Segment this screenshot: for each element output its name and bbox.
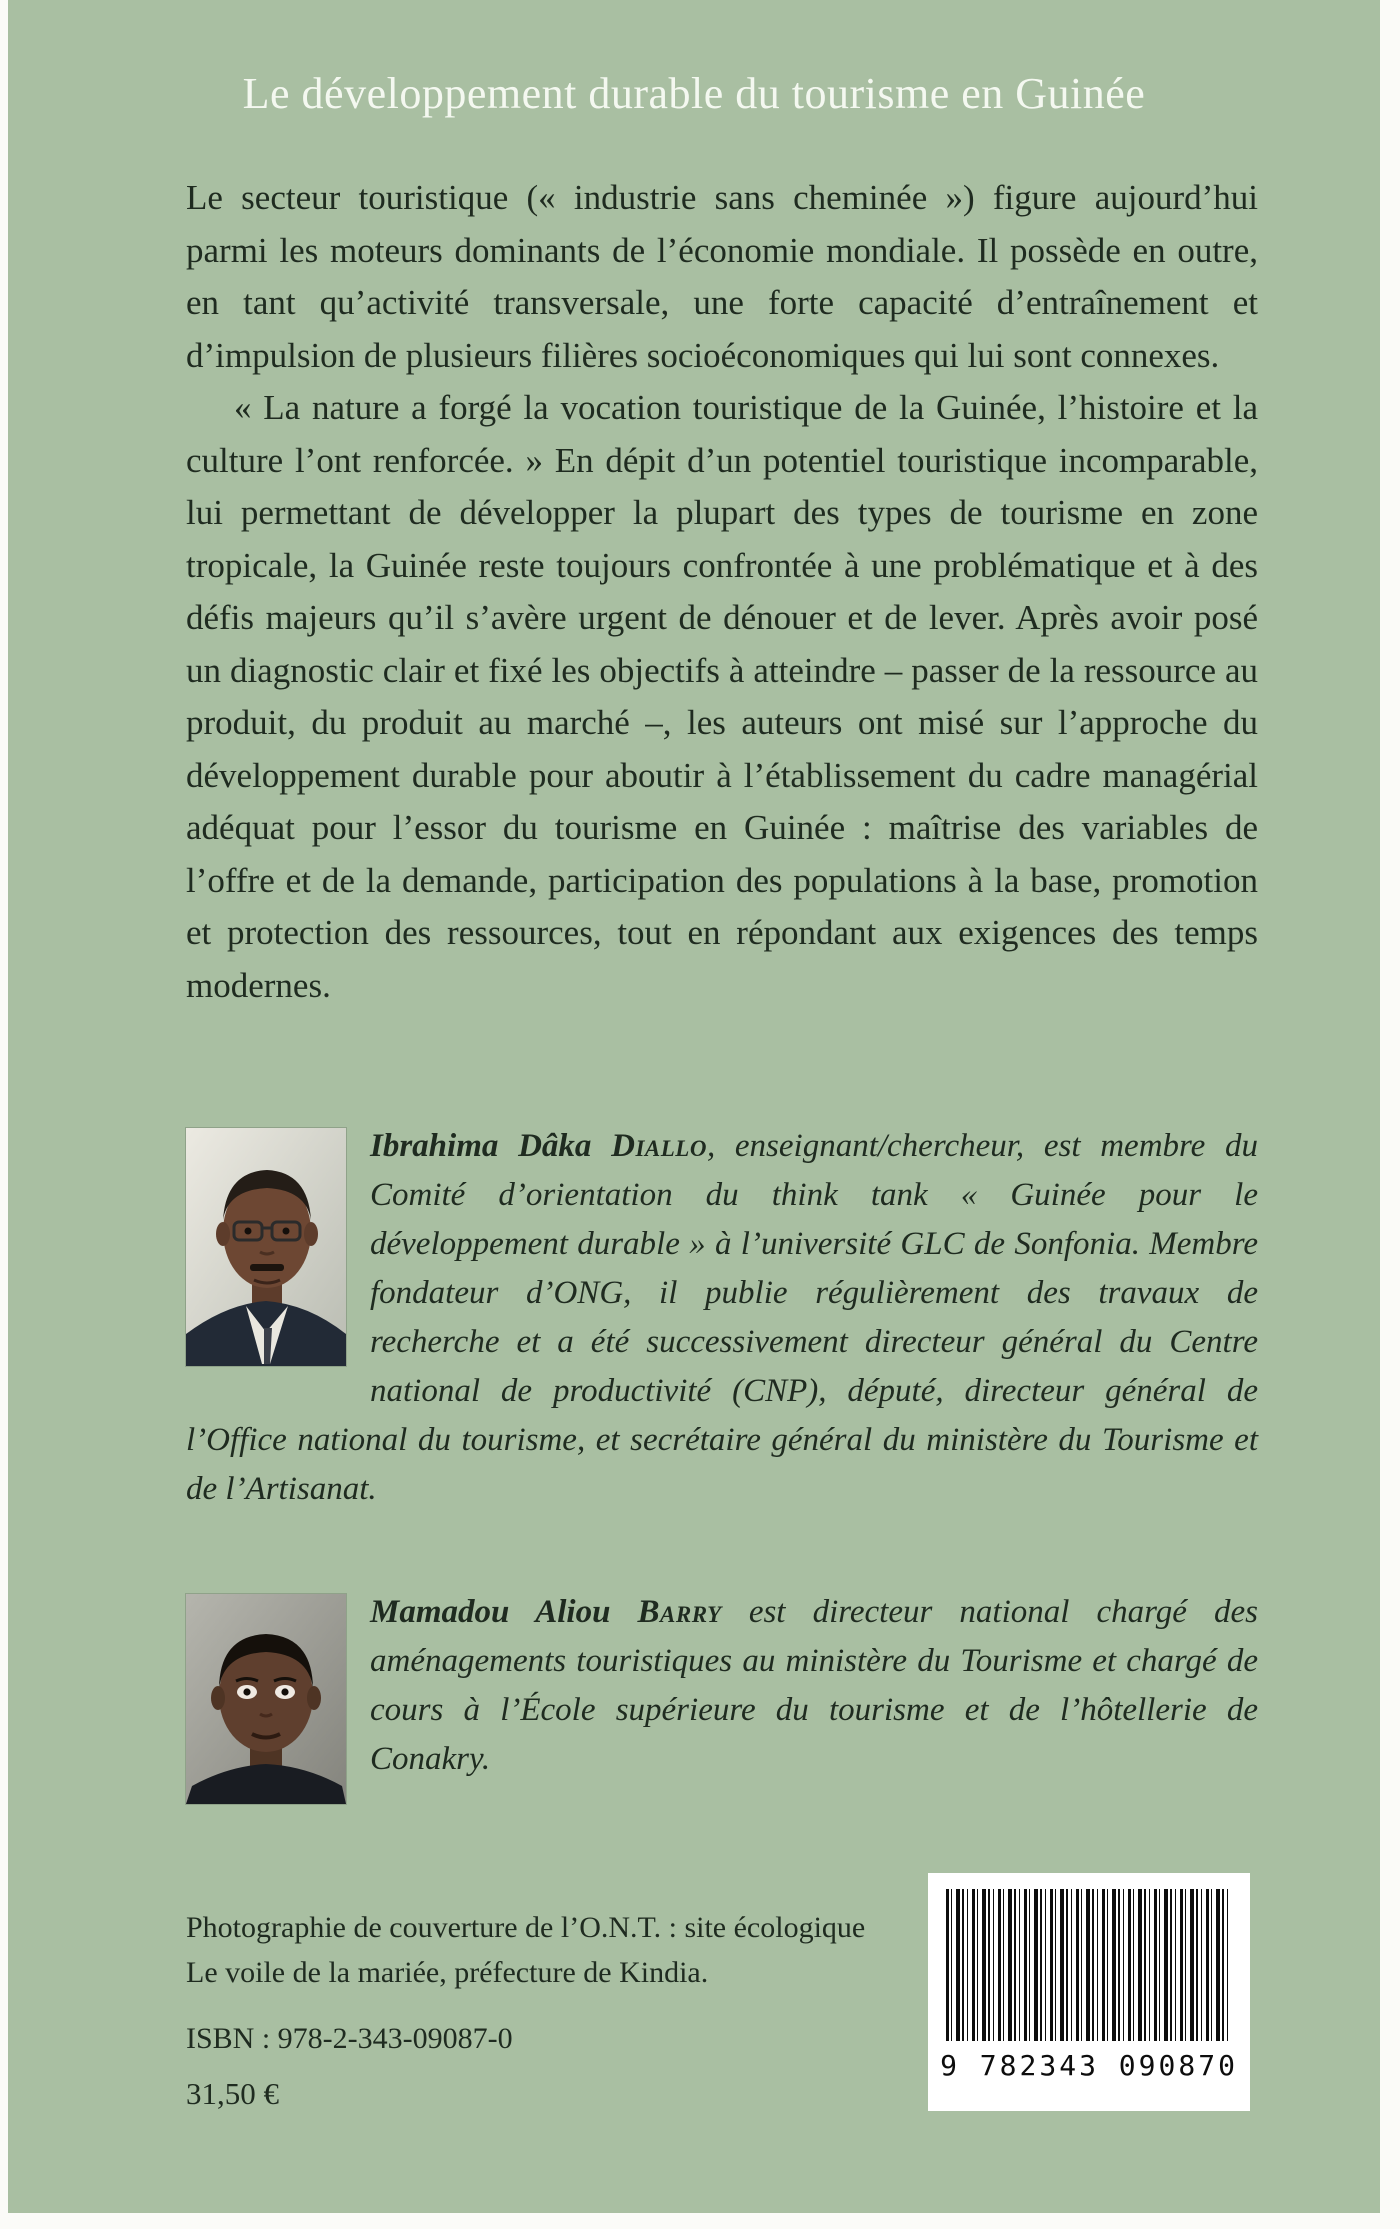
author-bio-diallo	[186, 1122, 1258, 1514]
book-title: Le développement durable du tourisme en Guinée	[242, 69, 1146, 118]
author-photo-barry	[186, 1594, 346, 1804]
author-surname-barry: Barry	[637, 1594, 722, 1630]
cover-photo-credit	[186, 1905, 946, 1995]
portrait-diallo-illustration	[186, 1128, 346, 1366]
barcode-bars	[946, 1889, 1232, 2041]
author-surname-diallo: Diallo	[611, 1128, 707, 1164]
author-name-barry: Mamadou Aliou	[370, 1594, 638, 1630]
author-name-diallo: Ibrahima Dâka	[370, 1128, 612, 1164]
isbn-text: ISBN : 978-2-343-09087-0	[186, 2022, 513, 2055]
price-text: 31,50 €	[186, 2076, 279, 2111]
author-bio-body-barry: est directeur national chargé des aménagements touristiques au ministère du Tourisme et chargé de cours à l’École supérieure du tourisme et de l’hôtellerie de Conakry.	[370, 1594, 1259, 1777]
portrait-barry-illustration	[186, 1594, 346, 1804]
credit-line-1: Photographie de couverture de l’O.N.T. : site écologique	[186, 1911, 866, 1944]
author-bio-body-diallo: , enseignant/chercheur, est membre du Comité d’orientation du think tank « Guinée pour le développement durable » à l’université GLC de Sonfonia. Membre fondateur d’ONG, il publie régulièrement des travaux de recherche et a été successivement directeur général du Centre national de productivité (CNP), député, directeur général de l’Office national du tourisme, et secrétaire général du ministère du Tourisme et de l’Artisanat.	[186, 1128, 1258, 1507]
author-bio-barry	[186, 1588, 1258, 1814]
author-bio-text-diallo	[186, 1122, 1258, 1514]
credit-line-2: Le voile de la mariée, préfecture de Kindia.	[186, 1956, 709, 1989]
cover-background	[8, 0, 1380, 2213]
author-bio-text-barry	[186, 1588, 1258, 1784]
barcode-number: 9 782343 090870	[940, 2049, 1238, 2082]
synopsis-paragraph-2: « La nature a forgé la vocation touristique de la Guinée, l’histoire et la culture l’ont renforcée. » En dépit d’un potentiel touristique incomparable, lui permettant de développer la plupart des types de tourisme en zone tropicale, la Guinée reste toujours confrontée à une problématique et à des défis majeurs qu’il s’avère urgent de dénouer et de lever. Après avoir posé un diagnostic clair et fixé les objectifs à atteindre – passer de la ressource au produit, du produit au marché –, les auteurs ont misé sur l’approche du développement durable pour aboutir à l’établissement du cadre managérial adéquat pour l’essor du tourisme en Guinée : maîtrise des variables de l’offre et de la demande, participation des populations à la base, promotion et protection des ressources, tout en répondant aux exigences des temps modernes.	[186, 388, 1258, 1005]
synopsis-paragraph-1: Le secteur touristique (« industrie sans cheminée ») figure aujourd’hui parmi les moteurs dominants de l’économie mondiale. Il possède en outre, en tant qu’activité transversale, une forte capacité d’entraînement et d’impulsion de plusieurs filières socioéconomiques qui lui sont connexes.	[186, 178, 1258, 375]
synopsis	[186, 172, 1258, 1012]
author-photo-diallo	[186, 1128, 346, 1366]
barcode	[928, 1873, 1250, 2111]
